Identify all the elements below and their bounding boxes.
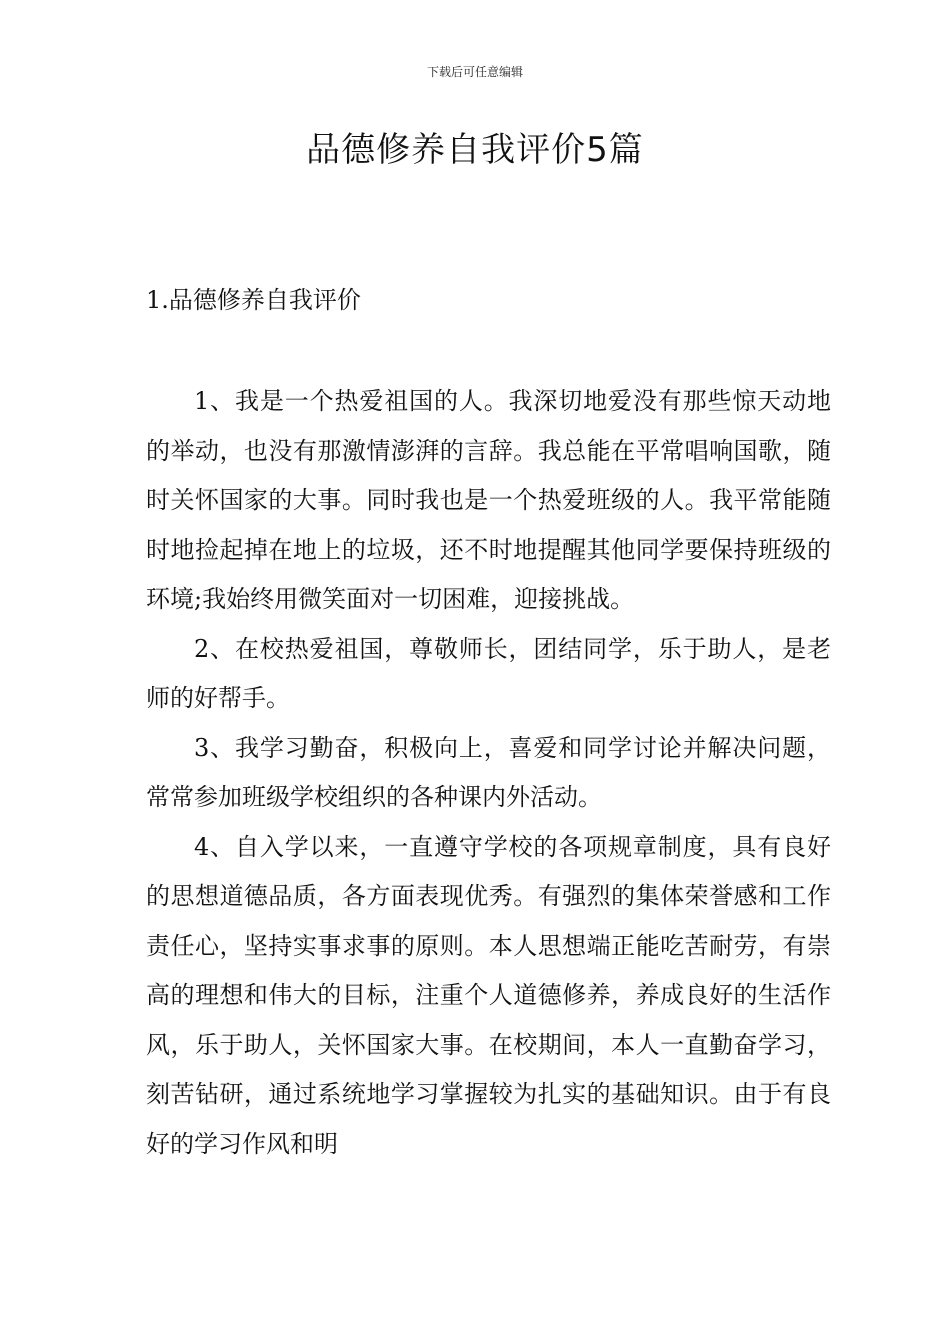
body-text xyxy=(146,377,831,1169)
paragraph-1: 1、我是一个热爱祖国的人。我深切地爱没有那些惊天动地的举动，也没有那激情澎湃的言辞。我总能在平常唱响国歌，随时关怀国家的大事。同时我也是一个热爱班级的人。我平常能随时地捡起掉在地上的垃圾，还不时地提醒其他同学要保持班级的环境;我始终用微笑面对一切困难，迎接挑战。 xyxy=(146,387,831,613)
section-heading: 1.品德修养自我评价 xyxy=(146,286,361,314)
header-note: 下载后可任意编辑 xyxy=(426,65,523,79)
paragraph-2: 2、在校热爱祖国，尊敬师长，团结同学，乐于助人，是老师的好帮手。 xyxy=(146,634,831,712)
paragraph-4: 4、自入学以来，一直遵守学校的各项规章制度，具有良好的思想道德品质，各方面表现优秀。有强烈的集体荣誉感和工作责任心，坚持实事求事的原则。本人思想端正能吃苦耐劳，有崇高的理想和伟大的目标，注重个人道德修养，养成良好的生活作风，乐于助人，关怀国家大事。在校期间，本人一直勤奋学习，刻苦钻研，通过系统地学习掌握较为扎实的基础知识。由于有良好的学习作风和明 xyxy=(146,832,831,1158)
paragraph-3: 3、我学习勤奋，积极向上，喜爱和同学讨论并解决问题，常常参加班级学校组织的各种课内外活动。 xyxy=(146,733,831,811)
page-title: 品德修养自我评价5篇 xyxy=(306,130,644,170)
